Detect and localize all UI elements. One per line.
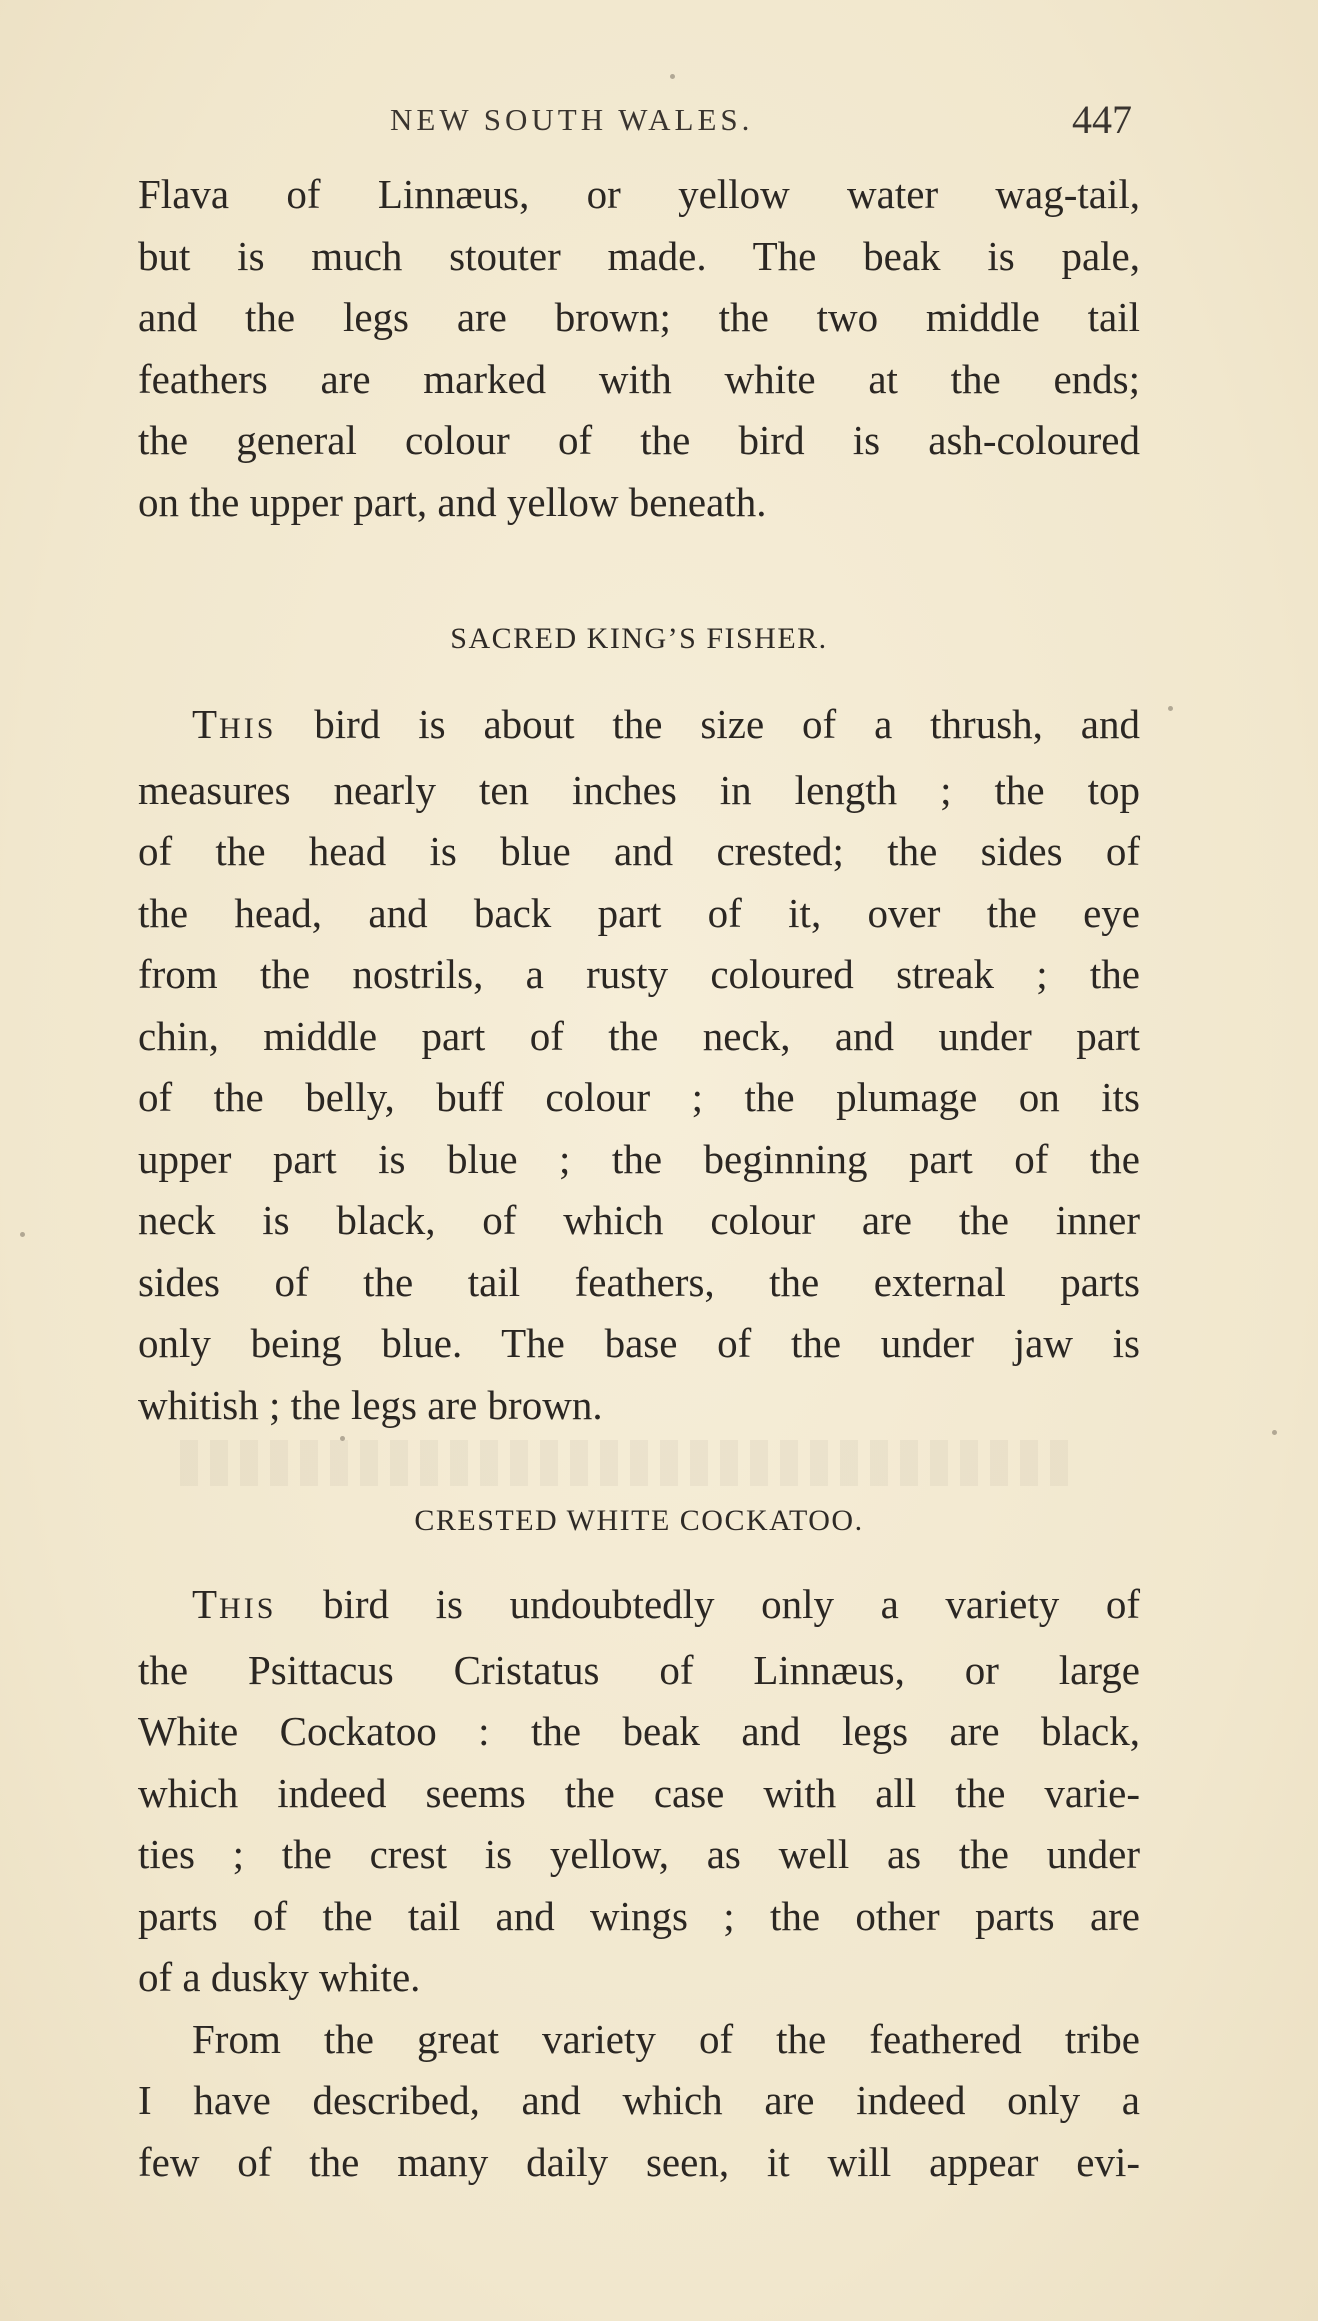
text-line: From the great variety of the feathered tribe — [192, 2015, 1140, 2062]
paper-speck — [20, 1232, 25, 1237]
paper-speck — [670, 74, 675, 79]
text-line: which indeed seems the case with all the varie- — [138, 1769, 1140, 1816]
initial-letter: T — [192, 701, 220, 747]
continued-paragraph — [138, 164, 1140, 533]
text-line: measures nearly ten inches in length ; the top — [138, 766, 1140, 813]
kingfisher-paragraph — [138, 694, 1140, 1436]
paper-speck — [1168, 706, 1173, 711]
paper-speck — [340, 1436, 345, 1441]
running-head — [140, 96, 1140, 148]
text-line: the head, and back part of it, over the eye — [138, 889, 1140, 936]
text-line: whitish ; the legs are brown. — [138, 1381, 603, 1428]
small-caps-word: HIS — [219, 1592, 277, 1625]
text-line: parts of the tail and wings ; the other parts are — [138, 1892, 1140, 1939]
text-line: sides of the tail feathers, the external parts — [138, 1258, 1140, 1305]
section-heading-kingfisher: SACRED KING’S FISHER. — [450, 622, 828, 655]
running-title: NEW SOUTH WALES. — [390, 102, 754, 137]
initial-letter: T — [192, 1581, 220, 1627]
text-line: only being blue. The base of the under jaw is — [138, 1320, 1140, 1366]
text-line: the general colour of the bird is ash-coloured — [138, 417, 1140, 463]
text-line: feathers are marked with white at the ends; — [138, 355, 1140, 402]
page-number: 447 — [1072, 97, 1132, 142]
text-line: of a dusky white. — [138, 1954, 421, 2000]
first-line-text: bird is about the size of a thrush, and — [276, 701, 1140, 747]
section-heading-cockatoo: CRESTED WHITE COCKATOO. — [414, 1504, 864, 1537]
text-line: the Psittacus Cristatus of Linnæus, or large — [138, 1646, 1140, 1693]
text-line: few of the many daily seen, it will appear evi- — [138, 2138, 1140, 2185]
text-line: Flava of Linnæus, or yellow water wag-tail, — [138, 171, 1140, 217]
text-line: chin, middle part of the neck, and under part — [138, 1012, 1140, 1059]
text-line: on the upper part, and yellow beneath. — [138, 478, 767, 525]
text-line-first — [138, 1574, 1140, 1640]
text-line: ties ; the crest is yellow, as well as the under — [138, 1831, 1140, 1877]
text-line: of the head is blue and crested; the sides of — [138, 828, 1140, 874]
cockatoo-paragraph — [138, 1574, 1140, 2193]
first-line-text: bird is undoubtedly only a variety of — [276, 1581, 1140, 1627]
text-line: but is much stouter made. The beak is pale, — [138, 232, 1140, 279]
text-line-first — [138, 694, 1140, 760]
text-line: and the legs are brown; the two middle tail — [138, 294, 1140, 340]
paper-speck — [1272, 1430, 1277, 1435]
text-line: White Cockatoo : the beak and legs are black, — [138, 1708, 1140, 1754]
show-through-ink — [180, 1440, 1080, 1486]
text-line: upper part is blue ; the beginning part of the — [138, 1135, 1140, 1182]
text-line: neck is black, of which colour are the inner — [138, 1197, 1140, 1243]
small-caps-word: HIS — [219, 712, 277, 745]
text-line: I have described, and which are indeed only a — [138, 2077, 1140, 2123]
text-line: from the nostrils, a rusty coloured streak ; the — [138, 951, 1140, 997]
text-line: of the belly, buff colour ; the plumage on its — [138, 1074, 1140, 1120]
